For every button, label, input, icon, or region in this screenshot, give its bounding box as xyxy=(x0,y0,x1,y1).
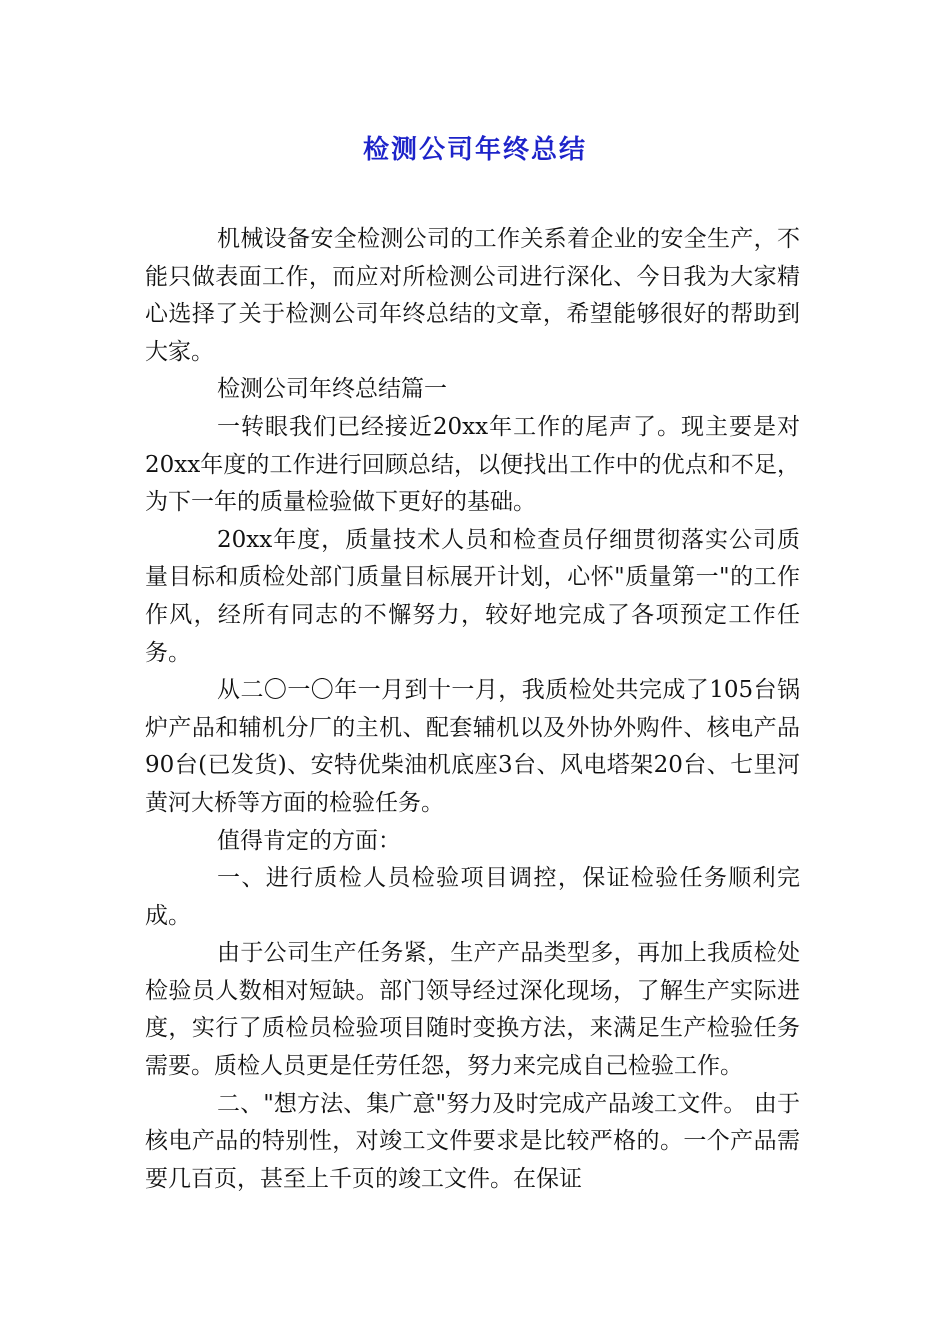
paragraph-intro: 机械设备安全检测公司的工作关系着企业的安全生产，不能只做表面工作，而应对所检测公司进行深化、今日我为大家精心选择了关于检测公司年终总结的文章，希望能够很好的帮助到大家。 xyxy=(145,226,800,365)
document-title: 检测公司年终总结 xyxy=(362,135,587,165)
paragraph: 值得肯定的方面： xyxy=(217,827,401,854)
paragraph: 二、"想方法、集广意"努力及时完成产品竣工文件。 由于核电产品的特别性，对竣工文件要求是比较严格的。一个产品需要几百页，甚至上千页的竣工文件。在保证 xyxy=(145,1090,800,1192)
section-heading: 检测公司年终总结篇一 xyxy=(217,376,447,403)
paragraph: 从二〇一〇年一月到十一月，我质检处共完成了105台锅炉产品和辅机分厂的主机、配套辅机以及外协外购件、核电产品90台(已发货)、安特优柴油机底座3台、风电塔架20台、七里河黄河大桥等方面的检验任务。 xyxy=(145,677,800,816)
paragraph: 由于公司生产任务紧，生产产品类型多，再加上我质检处检验员人数相对短缺。部门领导经过深化现场，了解生产实际进度，实行了质检员检验项目随时变换方法，来满足生产检验任务需要。质检人员更是任劳任怨，努力来完成自己检验工作。 xyxy=(145,940,800,1080)
paragraph: 一、进行质检人员检验项目调控，保证检验任务顺利完成。 xyxy=(145,865,800,929)
document-body xyxy=(145,221,800,1198)
paragraph: 一转眼我们已经接近20xx年工作的尾声了。现主要是对20xx年度的工作进行回顾总结，以便找出工作中的优点和不足，为下一年的质量检验做下更好的基础。 xyxy=(145,413,800,516)
paragraph: 20xx年度，质量技术人员和检查员仔细贯彻落实公司质量目标和质检处部门质量目标展开计划，心怀"质量第一"的工作作风，经所有同志的不懈努力，较好地完成了各项预定工作任务。 xyxy=(145,526,800,666)
